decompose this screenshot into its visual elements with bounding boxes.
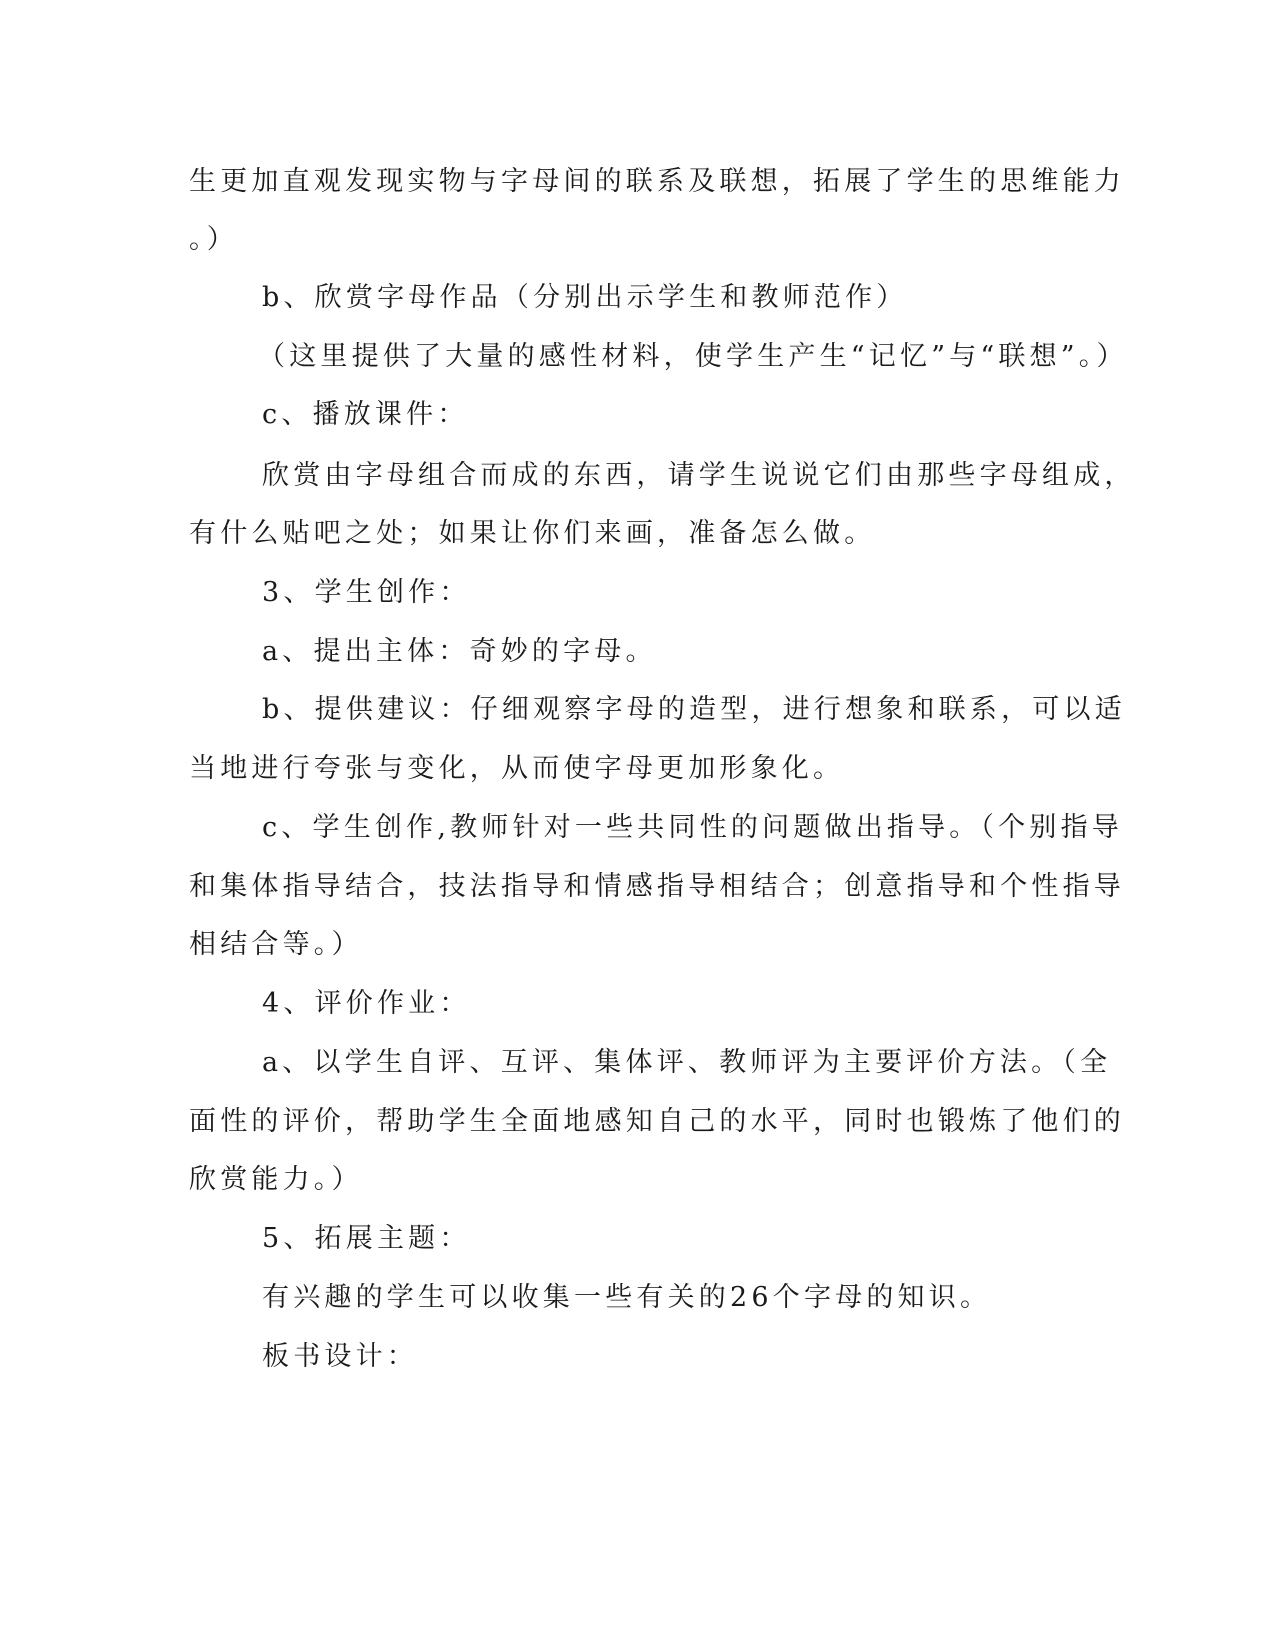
text-line: a、以学生自评、互评、集体评、教师评为主要评价方法。（全 (262, 1047, 1112, 1078)
text-line: 有兴趣的学生可以收集一些有关的26个字母的知识。 (262, 1282, 992, 1313)
text-line: b、提供建议：仔细观察字母的造型，进行想象和联系，可以适 (262, 694, 1126, 725)
text-line: 。） (189, 224, 238, 255)
text-line: a、提出主体：奇妙的字母。 (262, 636, 657, 667)
text-line: c、播放课件： (262, 399, 469, 430)
text-line: 3、学生创作： (262, 577, 471, 608)
text-line: c、学生创作,教师针对一些共同性的问题做出指导。（个别指导 (262, 812, 1124, 843)
text-line: 生更加直观发现实物与字母间的联系及联想，拓展了学生的思维能力 (189, 166, 1125, 197)
text-line: 当地进行夸张与变化，从而使字母更加形象化。 (189, 753, 845, 784)
text-line: 板书设计： (262, 1341, 418, 1372)
text-line: b、欣赏字母作品（分别出示学生和教师范作） (262, 282, 908, 313)
text-line: 和集体指导结合，技法指导和情感指导相结合；创意指导和个性指导 (189, 871, 1125, 902)
text-line: 相结合等。） (189, 929, 363, 960)
text-line: 面性的评价，帮助学生全面地感知自己的水平，同时也锻炼了他们的 (189, 1106, 1125, 1137)
text-line: （这里提供了大量的感性材料，使学生产生“记忆”与“联想”。） (258, 341, 1128, 372)
text-line: 欣赏能力。） (189, 1164, 363, 1195)
text-line: 欣赏由字母组合而成的东西，请学生说说它们由那些字母组成， (262, 460, 1136, 491)
text-line: 有什么贴吧之处；如果让你们来画，准备怎么做。 (189, 518, 876, 549)
text-line: 4、评价作业： (262, 988, 471, 1019)
text-line: 5、拓展主题： (262, 1223, 471, 1254)
